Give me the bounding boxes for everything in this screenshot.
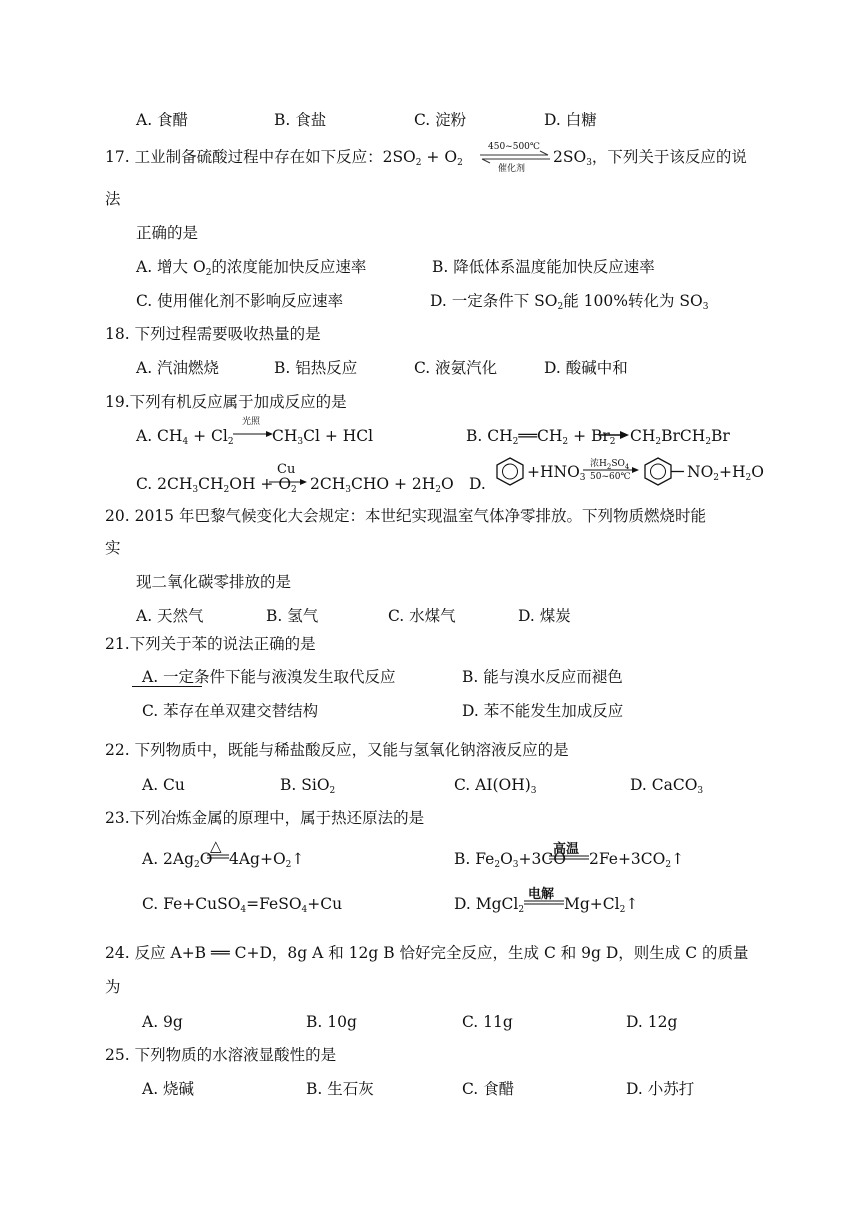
q24-line2: 为 bbox=[105, 978, 121, 996]
q21-option-b: B. 能与溴水反应而褪色 bbox=[462, 668, 623, 686]
q23-option-d: D. MgCl$_2$ bbox=[454, 895, 525, 915]
q23-option-d-product: $Mg+Cl_2↑$ bbox=[564, 895, 639, 915]
q24-stem: 24. 反应 A+B ══ C+D，8g A 和 12g B 恰好完全反应，生成 C 和 9g D，则生成 C 的质量 bbox=[105, 944, 749, 962]
q21-option-a: A. 一定条件下能与液溴发生取代反应 bbox=[142, 668, 396, 686]
q20-option-d: D. 煤炭 bbox=[518, 607, 571, 625]
q17-option-b: B. 降低体系温度能加快反应速率 bbox=[432, 258, 655, 276]
q22-option-c: C. $AI(OH)_3$ bbox=[454, 776, 537, 796]
q22-option-d: D. CaCO$_3$ bbox=[630, 776, 704, 796]
arrow-right-icon: 浓$H_2SO_4$ 50~60℃ bbox=[582, 456, 640, 484]
q17-line3: 正确的是 bbox=[136, 224, 199, 242]
q23-option-a-product: $4Ag+O_2↑$ bbox=[229, 850, 305, 870]
q18-option-d: D. 酸碱中和 bbox=[544, 359, 628, 377]
q16-option-c: C. 淀粉 bbox=[414, 111, 467, 129]
q17-option-a: A. 增大 $O_2$的浓度能加快反应速率 bbox=[136, 258, 367, 278]
q25-option-a: A. 烧碱 bbox=[142, 1080, 195, 1098]
q25-option-c: C. 食醋 bbox=[462, 1080, 515, 1098]
q19-option-d-label: D. bbox=[469, 475, 486, 493]
q20-line2: 实 bbox=[105, 539, 121, 557]
q16-option-b: B. 食盐 bbox=[274, 111, 327, 129]
answer-underline bbox=[132, 686, 202, 687]
q23-option-c: C. Fe+CuSO$_4$=FeSO$_4$+Cu bbox=[142, 895, 343, 915]
high-temp-condition-icon: 高温 bbox=[553, 842, 580, 857]
q16-option-d: D. 白糖 bbox=[544, 111, 597, 129]
benzene-ring-icon bbox=[494, 456, 526, 486]
q17-option-c: C. 使用催化剂不影响反应速率 bbox=[136, 292, 344, 310]
q22-stem: 22. 下列物质中，既能与稀盐酸反应，又能与氢氧化钠溶液反应的是 bbox=[105, 741, 569, 759]
q19-stem: 19.下列有机反应属于加成反应的是 bbox=[105, 393, 347, 411]
q19-option-d-reagent: $+HNO_3$ bbox=[527, 463, 586, 483]
nitrobenzene-ring-icon bbox=[642, 456, 686, 486]
q19-option-c-left: C. $2CH_3CH_2OH + O_2$ bbox=[136, 475, 297, 495]
q24-option-d: D. 12g bbox=[626, 1013, 678, 1031]
q18-option-a: A. 汽油燃烧 bbox=[136, 359, 220, 377]
q20-option-b: B. 氢气 bbox=[266, 607, 319, 625]
q22-option-b: B. SiO$_2$ bbox=[280, 776, 336, 796]
q23-stem: 23.下列冶炼金属的原理中，属于热还原法的是 bbox=[105, 809, 425, 827]
heat-condition-icon: △ bbox=[210, 837, 222, 855]
q21-stem: 21.下列关于苯的说法正确的是 bbox=[105, 635, 316, 653]
q25-stem: 25. 下列物质的水溶液显酸性的是 bbox=[105, 1046, 337, 1064]
q20-line3: 现二氧化碳零排放的是 bbox=[136, 573, 292, 591]
q25-option-b: B. 生石灰 bbox=[306, 1080, 374, 1098]
q19-option-a-left: A. $CH_4 + Cl_2$ bbox=[136, 427, 234, 447]
q18-option-b: B. 铝热反应 bbox=[274, 359, 358, 377]
q20-stem: 20. 2015 年巴黎气候变化大会规定：本世纪实现温室气体净零排放。下列物质燃烧时能 bbox=[105, 507, 706, 525]
q20-option-a: A. 天然气 bbox=[136, 607, 204, 625]
q24-option-a: A. 9g bbox=[142, 1013, 183, 1031]
q24-option-c: C. 11g bbox=[462, 1013, 513, 1031]
q24-option-b: B. 10g bbox=[306, 1013, 357, 1031]
q25-option-d: D. 小苏打 bbox=[626, 1080, 695, 1098]
q20-option-c: C. 水煤气 bbox=[388, 607, 456, 625]
q19-option-c-right: $2CH_3CHO + 2H_2O$ bbox=[310, 475, 454, 495]
reversible-arrow-icon: 450~500℃ 催化剂 bbox=[478, 140, 552, 174]
q19-option-b-product: $CH_2BrCH_2Br$ bbox=[630, 427, 730, 447]
q23-option-b-product: $2Fe+3CO_2↑$ bbox=[589, 850, 685, 870]
q19-option-b: B. $CH_2══CH_2 + Br_2$ bbox=[466, 427, 616, 447]
q21-option-d: D. 苯不能发生加成反应 bbox=[462, 702, 624, 720]
q23-option-b: B. $Fe_2O_3+3CO$ bbox=[454, 850, 566, 870]
q21-option-c: C. 苯存在单双建交替结构 bbox=[142, 702, 319, 720]
q17-stem-tail: $2SO_3$，下列关于该反应的说 bbox=[553, 148, 747, 168]
q16-option-a: A. 食醋 bbox=[136, 111, 189, 129]
q18-stem: 18. 下列过程需要吸收热量的是 bbox=[105, 325, 321, 343]
q17-option-d: D. 一定条件下 $SO_2$能 100%转化为 $SO_3$ bbox=[430, 292, 709, 312]
arrow-right-icon: Cu bbox=[268, 462, 308, 492]
q19-option-a-right: $CH_3Cl$ + HCl bbox=[272, 427, 374, 447]
arrow-right-icon: 光照 bbox=[232, 414, 274, 444]
electrolysis-condition-icon: 电解 bbox=[528, 887, 555, 902]
q19-option-d-product: $NO_2+H_2O$ bbox=[687, 463, 764, 483]
q22-option-a: A. Cu bbox=[142, 776, 185, 794]
q17-stem: 17. 工业制备硫酸过程中存在如下反应：$2SO_2 + O_2$ bbox=[105, 148, 463, 168]
q18-option-c: C. 液氨汽化 bbox=[414, 359, 498, 377]
q23-option-a: A. $2Ag_2O$ bbox=[142, 850, 213, 870]
q17-line2: 法 bbox=[105, 190, 121, 208]
arrow-right-icon bbox=[598, 428, 630, 442]
